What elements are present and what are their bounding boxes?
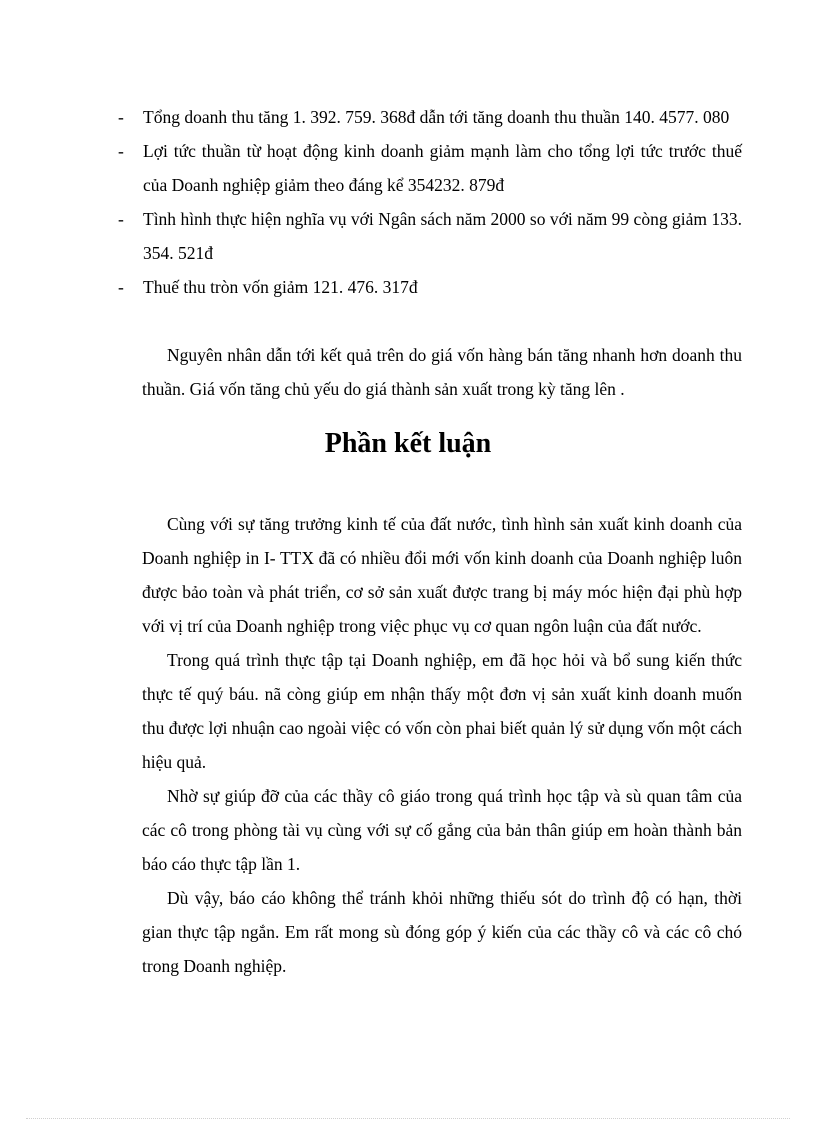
conclusion-paragraph: Nhờ sự giúp đỡ của các thầy cô giáo trong quá trình học tập và sù quan tâm của các cô trong phòng tài vụ cùng với sự cố gắng của bản thân giúp em hoàn thành bản báo cáo thực tập lần 1. [142, 786, 742, 874]
bullet-item [118, 134, 742, 202]
bullet-item [118, 100, 742, 134]
bullet-marker: - [118, 141, 124, 161]
conclusion-paragraph: Cùng với sự tăng trưởng kinh tế của đất nước, tình hình sản xuất kinh doanh của Doanh nghiệp in I- TTX đã có nhiều đổi mới vốn kinh doanh của Doanh nghiệp luôn được bảo toàn và phát triển, cơ sở sản xuất được trang bị máy móc hiện đại phù hợp với vị trí của Doanh nghiệp trong việc phục vụ cơ quan ngôn luận của đất nước. [142, 514, 742, 636]
bullet-item [118, 270, 742, 304]
bullet-text: Thuế thu tròn vốn giảm 121. 476. 317đ [143, 277, 418, 297]
bullet-text: Lợi tức thuần từ hoạt động kinh doanh giảm mạnh làm cho tổng lợi tức trước thuế của Doanh nghiệp giảm theo đáng kể 354232. 879đ [143, 141, 742, 195]
bullet-text: Tình hình thực hiện nghĩa vụ với Ngân sách năm 2000 so với năm 99 còng giảm 133. 354. 521đ [143, 209, 742, 263]
conclusion-paragraph: Trong quá trình thực tập tại Doanh nghiệp, em đã học hỏi và bổ sung kiến thức thực tế quý báu. nã còng giúp em nhận thấy một đơn vị sản xuất kinh doanh muốn thu được lợi nhuận cao ngoài việc có vốn còn phai biết quản lý sử dụng vốn một cách hiệu quả. [142, 650, 742, 772]
conclusion-body [142, 507, 742, 983]
bullet-text: Tổng doanh thu tăng 1. 392. 759. 368đ dẫn tới tăng doanh thu thuần 140. 4577. 080 [143, 107, 730, 127]
bullet-marker: - [118, 209, 124, 229]
page-bottom-divider [26, 1118, 790, 1119]
summary-bullet-list [118, 100, 742, 304]
conclusion-paragraph: Dù vậy, báo cáo không thể tránh khỏi những thiếu sót do trình độ có hạn, thời gian thực tập ngắn. Em rất mong sù đóng góp ý kiến của các thầy cô và các cô chó trong Doanh nghiệp. [142, 888, 742, 976]
bullet-item [118, 202, 742, 270]
bullet-marker: - [118, 107, 124, 127]
section-heading: Phần kết luận [324, 428, 492, 459]
cause-paragraph: Nguyên nhân dẫn tới kết quả trên do giá vốn hàng bán tăng nhanh hơn doanh thu thuần. Giá vốn tăng chủ yếu do giá thành sản xuất trong kỳ tăng lên . [142, 345, 742, 399]
bullet-marker: - [118, 277, 124, 297]
